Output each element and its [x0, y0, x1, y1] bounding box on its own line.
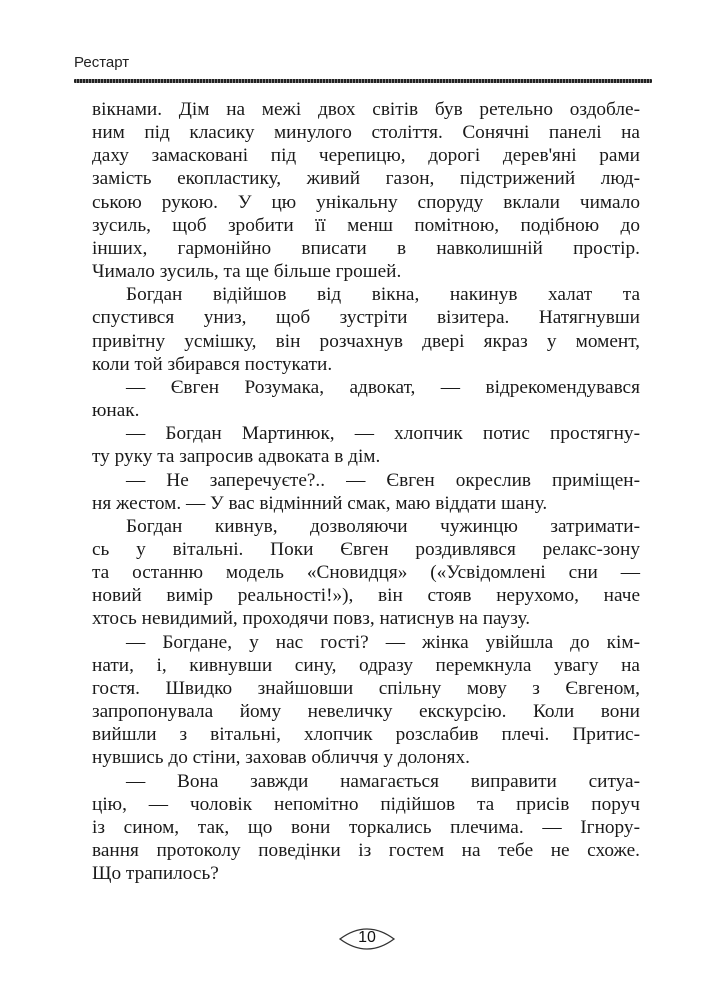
text-line: коли той збирався постукати.: [92, 353, 333, 375]
text-line: вийшли з вітальні, хлопчик розслабив плечі. Притис-: [92, 724, 640, 746]
text-line: нати, і, кивнувши сину, одразу перемкнула увагу на: [92, 654, 640, 676]
text-line: новий вимір реальності!»), він стояв нерухомо, наче: [92, 585, 640, 607]
text-line: запропонувала йому невеличку екскурсію. Коли вони: [92, 701, 640, 723]
text-line: Богдан кивнув, дозволяючи чужинцю затримати-: [126, 515, 640, 537]
running-header: Рестарт: [74, 54, 130, 71]
text-line: вікнами. Дім на межі двох світів був ретельно оздобле-: [92, 99, 640, 120]
text-line: гостя. Швидко знайшовши спільну мову з Євгеном,: [92, 677, 640, 699]
body-text: [92, 98, 640, 885]
text-line: вання протоколу поведінки із гостем на тебе не схоже.: [92, 840, 640, 861]
text-line: ним під класику минулого століття. Сонячні панелі на: [92, 122, 640, 144]
text-line: хтось невидимий, проходячи повз, натиснув на паузу.: [92, 608, 531, 630]
text-line: та останню модель «Сновидця» («Усвідомлені сни —: [92, 562, 640, 584]
text-line: ту руку та запросив адвоката в дім.: [92, 446, 381, 468]
text-line: спустився униз, щоб зустріти візитера. Натягнувши: [92, 307, 640, 329]
text-line: нувшись до стіни, заховав обличчя у долонях.: [92, 747, 470, 769]
text-line: зусиль, щоб зробити її менш помітною, подібною до: [92, 214, 640, 236]
text-line: — Богдан Мартинюк, — хлопчик потис простягну-: [126, 423, 640, 445]
text-line: сь у вітальні. Поки Євген роздивлявся релакс-зону: [92, 538, 640, 560]
text-line: інших, гармонійно вписати в навколишній простір.: [92, 237, 640, 259]
text-line: Що трапилось?: [92, 863, 219, 885]
header-divider: [74, 79, 652, 83]
text-line: — Богдане, у нас гості? — жінка увійшла до кім-: [126, 631, 640, 653]
text-line: даху замасковані під черепицю, дорогі дерев'яні рами: [92, 145, 640, 167]
page-number: 10: [358, 929, 376, 946]
text-line: юнак.: [92, 400, 140, 422]
text-line: — Євген Розумака, адвокат, — відрекомендувався: [126, 376, 640, 398]
text-line: привітну усмішку, він розчахнув двері якраз у момент,: [92, 330, 640, 352]
text-line: — Не заперечуєте?.. — Євген окреслив приміщен-: [126, 469, 640, 491]
text-line: цію, — чоловік непомітно підійшов та присів поруч: [92, 793, 640, 815]
text-line: ською рукою. У цю унікальну споруду вклали чимало: [92, 191, 640, 213]
text-line: ня жестом. — У вас відмінний смак, маю віддати шану.: [92, 492, 548, 514]
text-line: Богдан відійшов від вікна, накинув халат та: [126, 284, 640, 306]
text-line: замість екопластику, живий газон, підстрижений люд-: [92, 168, 640, 190]
text-line: Чимало зусиль, та ще більше грошей.: [92, 261, 402, 283]
text-line: — Вона завжди намагається виправити ситуа-: [126, 770, 640, 792]
page-number-badge: [338, 925, 396, 953]
text-line: із сином, так, що вони торкались плечима. — Ігнору-: [92, 816, 640, 838]
